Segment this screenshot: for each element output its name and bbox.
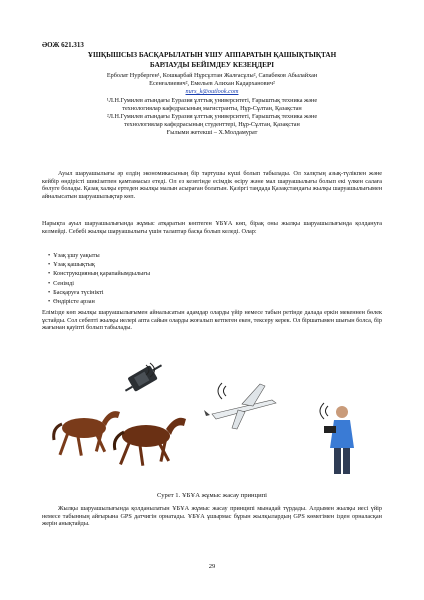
title-line-1: ҰШҚЫШСЫЗ БАСҚАРЫЛАТЫН ҰШУ АППАРАТЫН ҚАШЫҚТЫҚТАН: [87, 51, 337, 59]
list-item: • Басқаруға түсінікті: [48, 288, 150, 297]
uav-principle-figure: [42, 356, 382, 488]
affiliation-2-line-1: ²Л.Н.Гумилев атындағы Еуразия ұлттық университеті, Ғарыштық техника және: [106, 113, 318, 121]
list-item: • Өндірісте арзан: [48, 297, 150, 306]
paragraph-3: Еліміздe көп жылқы шаруашылығымен айналысатын адамдар оларды үйір немесе табын ретінде далада еркін мекеннен бөлек ұстайды. Сол себепті жылқы иелері апта сайын оларды жоғалып кетпеген екен, тексеру керек. Ол біршатымен шығын болса, бір жағынан қауіпті болып табылады.: [42, 309, 382, 332]
signal-icon: [320, 403, 328, 419]
affiliation-1-line-1: ¹Л.Н.Гумилев атындағы Еуразия ұлттық университеті, Ғарыштық техника және: [106, 96, 318, 104]
list-item: • Ұзақ ұшу уақыты: [48, 251, 150, 260]
authors-line-1: Ерболат Нурберген¹, Кошкарбай Нұрсұлтан Жалғасұлы², Сапабеков Абылайхан: [106, 72, 318, 79]
list-item: • Ұзақ қашықтық: [48, 260, 150, 269]
supervisor: Ғылыми жетекші – Х.Молдамурат: [166, 129, 258, 137]
paragraph-2: Нарықта ауыл шаруашылығында жұмыс атқаратын көптеген ҰБҰА көп, бірақ оны жылқы шаруашылығында қолдануға келмейді. Себебі жылқы шаруашылығы үшін талаптар басқа болып келеді. Олар:: [42, 220, 382, 235]
paragraph-1: Ауыл шаруашылығы әр елдің экономикасының бір тартушы күші болып табылады. Ол халқтың азық-түлікпен және кейбір өндірісті шикізатпен қамтамасыз етеді. Ол ез кезегінде есімдік өсіру және мал шаруашылығы болып екі үлкен салаға бөлуге болады. Қазақ халқы ертеден жылқы малын асыраған болатын. Қазіргі таңдада Қазақстандағы жылқы шаруашылығымен айналысатын шаруашылықтар көп.: [42, 170, 382, 200]
title-line-2: БАРЛАУДЫ БЕЙІМДЕУ КЕЗЕҢДЕРІ: [149, 61, 275, 69]
authors-block: [40, 72, 384, 138]
affiliation-1-line-2: технологиялар кафедрасының магистранты, Нұр-Сұлтан, Қазақстан: [122, 104, 302, 112]
udc-code: ӘОЖ 621.313: [42, 41, 84, 49]
horses-image: [54, 411, 186, 466]
signal-icon: [218, 383, 226, 399]
operator-person-image: [324, 406, 354, 474]
gps-tracker-icon: [120, 360, 166, 396]
requirements-list: [48, 251, 150, 306]
uav-aircraft-image: [204, 384, 276, 429]
authors-line-2: Есенғалиевич², Емельев Алихан Кадарханович²: [149, 80, 275, 88]
figure-caption: Сурет 1. ҰБҰА жұмыс жасау принципі: [157, 492, 267, 499]
list-item: • Сенімді: [48, 279, 150, 288]
page-number: 29: [208, 563, 216, 570]
article-title: [40, 50, 384, 70]
author-email-link[interactable]: nurs_k@outlook.com: [185, 88, 239, 96]
list-item: • Конструкцияның қарапайымдылығы: [48, 269, 150, 278]
paragraph-4: Жылқы шаруашылығында қолданылатын ҰБҰА жұмыс жасау принципі мынадай түрдады. Алдымен жылқы иесі үйір немесе табынның айғырына GPS датчигін орнатады. ҰБҰА ұшырмас бұрын жылқылардың GPS көмегімен ізден орналасқан жерін анықтайды.: [42, 505, 382, 528]
affiliation-2-line-2: технологиялар кафедрасының студенттері, Нұр-Сұлтан, Қазақстан: [124, 121, 300, 129]
